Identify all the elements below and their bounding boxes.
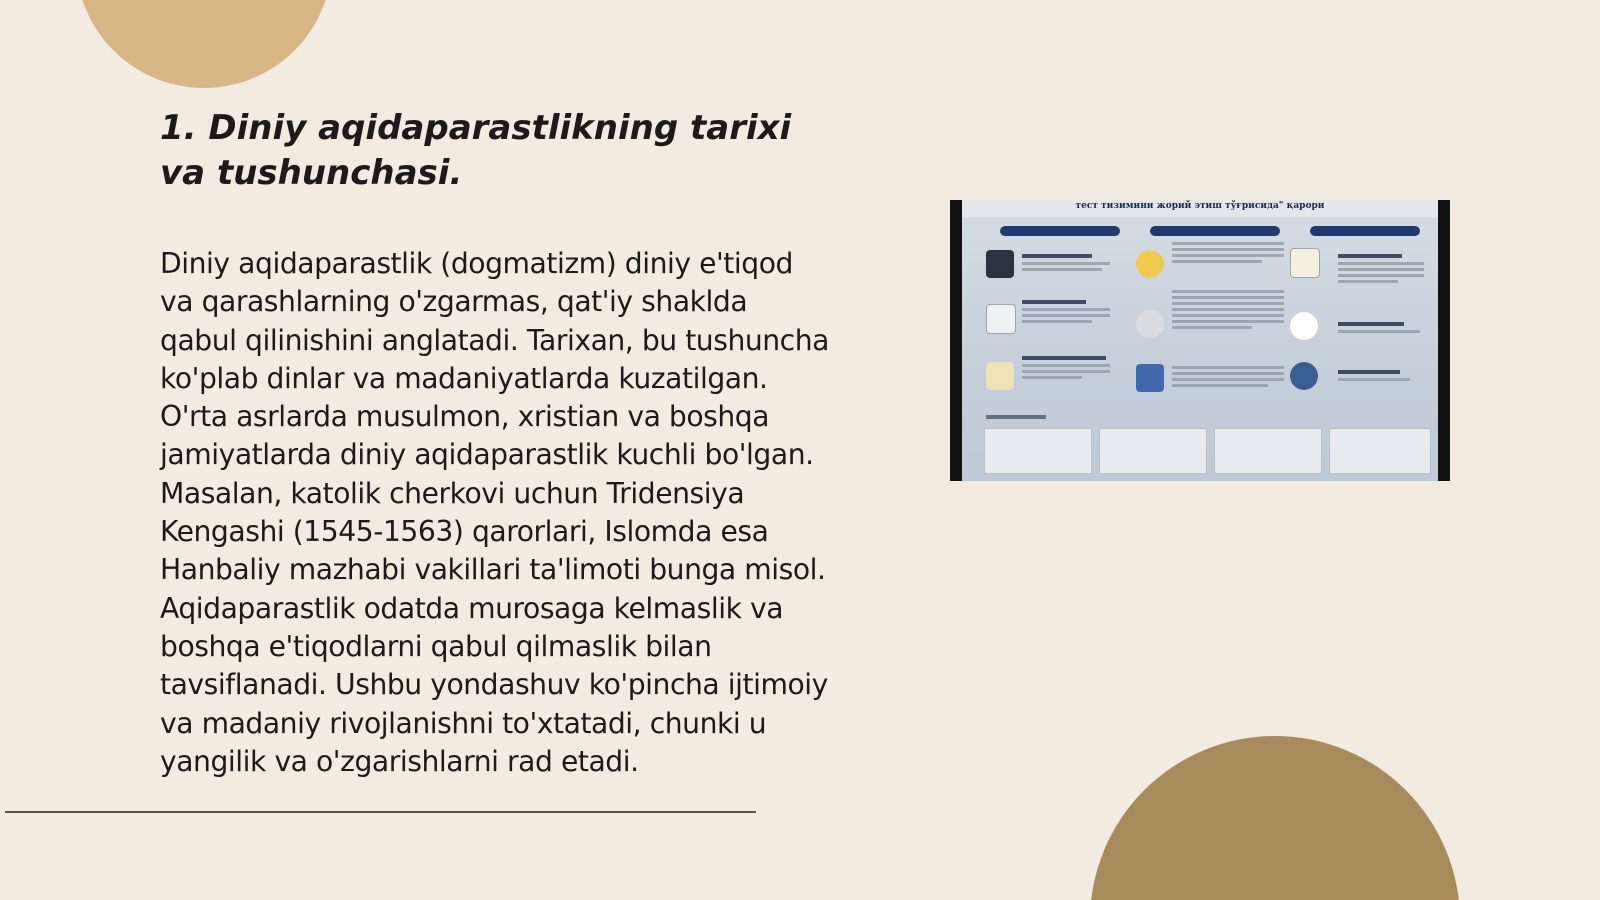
infographic-line — [1022, 308, 1110, 311]
infographic-line — [1172, 290, 1284, 293]
infographic-line — [1338, 254, 1402, 258]
infographic-line — [1022, 364, 1110, 367]
infographic-line — [1172, 302, 1284, 305]
infographic-card-1 — [984, 428, 1092, 474]
infographic-line — [1172, 254, 1284, 257]
infographic-line — [1172, 308, 1284, 311]
horizontal-divider — [5, 811, 756, 813]
infographic-card-2 — [1099, 428, 1207, 474]
infographic-line — [1022, 314, 1110, 317]
graduate-icon — [986, 250, 1014, 278]
infographic-content — [962, 200, 1438, 481]
infographic-line — [1338, 322, 1404, 326]
infographic-line — [1172, 314, 1284, 317]
infographic-card-4 — [1329, 428, 1431, 474]
infographic-line — [1338, 370, 1400, 374]
infographic-card-3 — [1214, 428, 1322, 474]
infographic-line — [1172, 248, 1284, 251]
infographic-line — [1172, 372, 1284, 375]
infographic-line — [1022, 254, 1092, 258]
infographic-line — [1022, 320, 1092, 323]
infographic-pill-1 — [1000, 226, 1120, 236]
decorative-circle-bottom — [1090, 736, 1460, 900]
lab-flask-icon — [1290, 312, 1318, 340]
infographic-caption — [986, 415, 1046, 419]
certificate-icon — [986, 304, 1016, 334]
infographic-pill-3 — [1310, 226, 1420, 236]
infographic-line — [1172, 326, 1252, 329]
infographic-line — [1022, 370, 1110, 373]
infographic-line — [1022, 262, 1110, 265]
globe-icon — [1290, 362, 1318, 390]
infographic-line — [1172, 378, 1284, 381]
infographic-line — [1172, 384, 1268, 387]
slide-title: 1. Diniy aqidaparastlikning tarixi va tushunchasi. — [160, 108, 792, 193]
infographic-line — [1172, 260, 1262, 263]
lightbulb-icon — [1136, 250, 1164, 278]
infographic-pill-2 — [1150, 226, 1280, 236]
infographic-line — [1022, 376, 1082, 379]
infographic-line — [1022, 356, 1106, 360]
infographic-line — [1338, 378, 1410, 381]
infographic-image — [950, 200, 1450, 481]
document-icon — [986, 362, 1014, 390]
infographic-line — [1172, 366, 1284, 369]
infographic-line — [1338, 268, 1424, 271]
bowl-icon — [1136, 310, 1164, 338]
infographic-line — [1172, 242, 1284, 245]
infographic-line — [1172, 320, 1284, 323]
infographic-line — [1022, 268, 1102, 271]
book-icon — [1290, 248, 1320, 278]
slide-body-text: Diniy aqidaparastlik (dogmatizm) diniy e'tiqod va qarashlarning o'zgarmas, qat'iy shaklda qabul qilinishini anglatadi. Tarixan, bu tushuncha ko'plab dinlar va madaniyatlarda kuzatilgan. O'rta asrlarda musulmon, xristian va boshqa jamiyatlarda diniy aqidaparastlik kuchli bo'lgan. Masalan, katolik cherkovi uchun Tridensiya Kengashi (1545-1563) qarorlari, Islomda esa Hanbaliy mazhabi vakillari ta'limoti bunga misol. Aqidaparastlik odatda murosaga kelmaslik va boshqa e'tiqodlarni qabul qilmaslik bilan tavsiflanadi. Ushbu yondashuv ko'pincha ijtimoiy va madaniy rivojlanishni to'xtatadi, chunki u yangilik va o'zgarishlarni rad etadi. — [160, 247, 829, 778]
decorative-circle-top — [76, 0, 332, 88]
infographic-header: тест тизимини жорий этиш тўғрисида" қарори — [962, 200, 1438, 217]
infographic-line — [1338, 280, 1398, 283]
infographic-line — [1338, 330, 1420, 333]
infographic-line — [1338, 274, 1424, 277]
infographic-line — [1338, 262, 1424, 265]
infographic-line — [1172, 296, 1284, 299]
infographic-line — [1022, 300, 1086, 304]
building-icon — [1136, 364, 1164, 392]
